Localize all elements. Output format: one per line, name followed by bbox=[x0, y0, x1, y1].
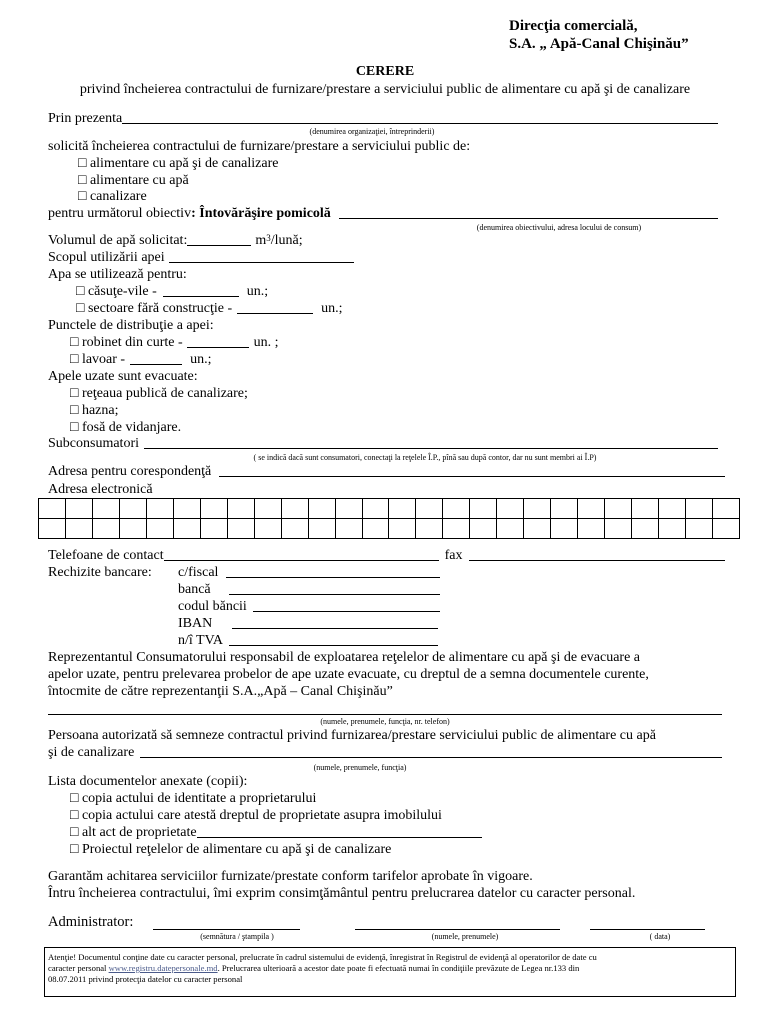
email-grid-cell bbox=[201, 519, 228, 539]
notice-line: Atenţie! Documentul conţine date cu caracter personal, prelucrate în cadrul sistemului de evidenţă, înregistrat în Registrul de evidenţă al operatorilor de date cu bbox=[48, 952, 597, 962]
bank-iban-row bbox=[178, 616, 438, 632]
mailing-address-label: Adresa pentru corespondenţă bbox=[48, 464, 212, 479]
email-grid-cell bbox=[309, 499, 336, 519]
organization-caption: (denumirea organizaţiei, întreprinderii) bbox=[309, 127, 435, 136]
request-line: solicită încheierea contractului de furnizare/prestare a serviciului public de: bbox=[48, 139, 471, 154]
email-grid-cell bbox=[470, 499, 497, 519]
bank-field-label: n/î TVA bbox=[178, 633, 223, 648]
email-grid-cell bbox=[686, 499, 713, 519]
registry-link[interactable]: www.registru.datepersonale.md bbox=[108, 963, 218, 973]
organization-row bbox=[48, 111, 718, 127]
email-grid-cell bbox=[605, 499, 632, 519]
email-grid-cell bbox=[255, 499, 282, 519]
fax-blank bbox=[469, 548, 725, 561]
date-blank bbox=[590, 929, 705, 930]
email-grid-cell bbox=[174, 519, 201, 539]
organization-blank bbox=[122, 111, 718, 124]
date-caption: ( data) bbox=[649, 932, 671, 941]
bank-field-blank bbox=[253, 599, 440, 612]
email-grid-cell bbox=[93, 519, 120, 539]
attachment-item-blank bbox=[197, 825, 482, 838]
email-grid-cell bbox=[497, 519, 524, 539]
objective-value: : Întovărăşire pomicolă bbox=[191, 206, 331, 221]
bank-details-label: Rechizite bancare: bbox=[48, 565, 152, 580]
bank-vat-row bbox=[178, 633, 438, 649]
attachment-item-network-project: □ Proiectul reţelelor de alimentare cu apă şi de canalizare bbox=[70, 842, 392, 857]
service-option-water: □ alimentare cu apă bbox=[78, 173, 189, 188]
representative-text-line: Reprezentantul Consumatorului responsabil de exploatarea reţelelor de alimentare cu apă şi de evacuare a bbox=[48, 650, 641, 665]
recipient-company: S.A. „ Apă-Canal Chişinău” bbox=[509, 36, 689, 52]
water-use-item-suffix: un.; bbox=[246, 284, 269, 299]
wastewater-option-cesspool: □ hazna; bbox=[70, 403, 119, 418]
email-grid-cell bbox=[363, 499, 390, 519]
subconsumers-blank bbox=[144, 436, 718, 449]
bank-field-label: IBAN bbox=[178, 616, 213, 631]
email-grid-cell bbox=[551, 519, 578, 539]
signature-blank bbox=[153, 929, 300, 930]
email-grid-cell bbox=[659, 519, 686, 539]
email-grid-cell bbox=[282, 519, 309, 539]
objective-caption: (denumirea obiectivului, adresa locului de consum) bbox=[476, 223, 642, 232]
signatory-text-continued: şi de canalizare bbox=[48, 745, 135, 760]
attachment-item-ownership-proof: □ copia actului care atestă dreptul de proprietate asupra imobilului bbox=[70, 808, 442, 823]
notice-line bbox=[48, 963, 732, 974]
bank-field-blank bbox=[226, 565, 440, 578]
email-grid-cell bbox=[632, 499, 659, 519]
objective-blank bbox=[339, 206, 718, 219]
email-grid-cell bbox=[389, 519, 416, 539]
water-use-item-suffix: un.; bbox=[321, 301, 343, 316]
objective-row bbox=[48, 206, 718, 222]
email-grid-cell bbox=[309, 519, 336, 539]
email-grid-cell bbox=[470, 519, 497, 539]
notice-text: caracter personal bbox=[48, 963, 109, 973]
bank-field-blank bbox=[229, 633, 438, 646]
email-grid-cell bbox=[255, 519, 282, 539]
distribution-item-suffix: un.; bbox=[190, 352, 212, 367]
bank-field-label: codul băncii bbox=[178, 599, 247, 614]
representative-caption: (numele, prenumele, funcţia, nr. telefon) bbox=[320, 717, 450, 726]
consent-statement: Întru încheierea contractului, îmi exprim consimţământul pentru prelucrarea datelor cu caracter personal. bbox=[48, 886, 636, 901]
distribution-item-suffix: un. ; bbox=[253, 335, 279, 350]
wastewater-option-public-network: □ reţeaua publică de canalizare; bbox=[70, 386, 248, 401]
email-grid-cell bbox=[228, 519, 255, 539]
mailing-address-row bbox=[48, 464, 725, 480]
water-use-item-label: □ căsuţe-vile - bbox=[76, 284, 157, 299]
email-grid-cell bbox=[120, 519, 147, 539]
wastewater-option-septic-pit: □ fosă de vidanjare. bbox=[70, 420, 182, 435]
personal-data-notice bbox=[44, 947, 736, 997]
service-option-water-sewer: □ alimentare cu apă şi de canalizare bbox=[78, 156, 279, 171]
name-blank bbox=[355, 929, 560, 930]
subconsumers-row bbox=[48, 436, 718, 452]
signatory-caption: (numele, prenumele, funcţia) bbox=[313, 763, 407, 772]
email-grid-cell bbox=[416, 519, 443, 539]
email-grid-cell bbox=[578, 519, 605, 539]
water-use-item-plots bbox=[76, 301, 343, 317]
email-grid-cell bbox=[713, 499, 740, 519]
email-grid-cell bbox=[66, 519, 93, 539]
email-grid-cell bbox=[443, 519, 470, 539]
distribution-item-label: □ lavoar - bbox=[70, 352, 126, 367]
phones-row bbox=[48, 548, 725, 564]
attachment-item-label: □ alt act de proprietate bbox=[70, 825, 197, 840]
bank-name-row bbox=[178, 582, 440, 598]
water-use-item-blank bbox=[163, 284, 239, 297]
representative-text-line: întocmite de către reprezentanţii S.A.„Apă – Canal Chişinău” bbox=[48, 684, 393, 699]
bank-field-blank bbox=[229, 582, 440, 595]
email-grid-cell bbox=[551, 499, 578, 519]
subconsumers-label: Subconsumatori bbox=[48, 436, 139, 451]
distribution-heading: Punctele de distribuţie a apei: bbox=[48, 318, 214, 333]
email-grid-cell bbox=[713, 519, 740, 539]
distribution-item-sink bbox=[70, 352, 212, 368]
distribution-item-label: □ robinet din curte - bbox=[70, 335, 183, 350]
signatory-row bbox=[48, 745, 722, 761]
attachments-heading: Lista documentelor anexate (copii): bbox=[48, 774, 248, 789]
volume-unit: m bbox=[255, 233, 267, 248]
email-label: Adresa electronică bbox=[48, 482, 153, 497]
water-use-item-label: □ sectoare fără construcţie - bbox=[76, 301, 233, 316]
email-grid-cell bbox=[443, 499, 470, 519]
email-grid-cell bbox=[336, 499, 363, 519]
notice-text: . Prelucrarea ulterioară a acestor date poate fi efectuată numai în condiţiile prevăzute de Legea nr.133 din bbox=[217, 963, 580, 973]
email-grid-cell bbox=[632, 519, 659, 539]
representative-text-line: apelor uzate, pentru prelevarea probelor de ape uzate evacuate, cu dreptul de a semna documentele curente, bbox=[48, 667, 649, 682]
recipient-department: Direcţia comercială, bbox=[509, 18, 638, 34]
email-grid-cell bbox=[39, 499, 66, 519]
signature-caption: (semnătura / ştampila ) bbox=[200, 932, 274, 941]
phones-blank bbox=[164, 548, 439, 561]
purpose-row bbox=[48, 250, 354, 266]
signatory-blank bbox=[140, 745, 722, 758]
email-grid bbox=[38, 498, 740, 539]
distribution-item-yard-tap bbox=[70, 335, 279, 351]
email-grid-cell bbox=[686, 519, 713, 539]
water-use-item-cottages bbox=[76, 284, 268, 300]
email-grid-cell bbox=[282, 499, 309, 519]
representative-blank bbox=[48, 714, 722, 715]
email-grid-cell bbox=[120, 499, 147, 519]
email-grid-cell bbox=[147, 519, 174, 539]
email-grid-cell bbox=[201, 499, 228, 519]
phones-label: Telefoane de contact bbox=[48, 548, 164, 563]
email-grid-cell bbox=[578, 499, 605, 519]
wastewater-heading: Apele uzate sunt evacuate: bbox=[48, 369, 198, 384]
attachment-item-other-deed bbox=[70, 825, 482, 841]
document-title: CERERE bbox=[355, 64, 415, 79]
email-grid-cell bbox=[389, 499, 416, 519]
email-grid-cell bbox=[93, 499, 120, 519]
purpose-label: Scopul utilizării apei bbox=[48, 250, 165, 265]
email-grid-cell bbox=[174, 499, 201, 519]
bank-code-row bbox=[178, 599, 440, 615]
mailing-address-blank bbox=[219, 464, 725, 477]
email-grid-cell bbox=[228, 499, 255, 519]
email-grid-cell bbox=[416, 499, 443, 519]
email-grid-cell bbox=[336, 519, 363, 539]
volume-blank bbox=[187, 233, 251, 246]
email-grid-cell bbox=[524, 519, 551, 539]
distribution-item-blank bbox=[130, 352, 182, 365]
document-subtitle: privind încheierea contractului de furnizare/prestare a serviciului public de alimentare cu apă şi de canalizare bbox=[79, 82, 691, 97]
administrator-label: Administrator: bbox=[48, 914, 134, 930]
signatory-text: Persoana autorizată să semneze contractul privind furnizarea/prestare serviciului public de alimentare cu apă bbox=[48, 728, 656, 743]
email-grid-cell bbox=[147, 499, 174, 519]
distribution-item-blank bbox=[187, 335, 249, 348]
bank-fiscal-code-row bbox=[178, 565, 440, 581]
subconsumers-caption: ( se indică dacă sunt consumatori, conectaţi la reţelele Î.P., pînă sau după contor, dar nu sunt membri ai Î.P) bbox=[253, 453, 597, 462]
objective-label: pentru următorul obiectiv bbox=[48, 206, 192, 221]
volume-label: Volumul de apă solicitat: bbox=[48, 233, 188, 248]
name-caption: (numele, prenumele) bbox=[431, 932, 499, 941]
bank-field-blank bbox=[232, 616, 438, 629]
guarantee-statement: Garantăm achitarea serviciilor furnizate/prestate conform tarifelor aprobate în vigoare. bbox=[48, 869, 533, 884]
email-grid-cell bbox=[66, 499, 93, 519]
email-grid-cell bbox=[363, 519, 390, 539]
volume-unit-suffix: /lună; bbox=[270, 233, 303, 248]
purpose-blank bbox=[169, 250, 354, 263]
notice-line: 08.07.2011 privind protecţia datelor cu caracter personal bbox=[48, 974, 243, 984]
email-grid-cell bbox=[605, 519, 632, 539]
email-grid-cell bbox=[497, 499, 524, 519]
email-grid-cell bbox=[524, 499, 551, 519]
organization-label: Prin prezenta bbox=[48, 111, 123, 126]
email-grid-cell bbox=[39, 519, 66, 539]
service-option-sewer: □ canalizare bbox=[78, 189, 147, 204]
fax-label: fax bbox=[444, 548, 463, 563]
volume-row bbox=[48, 233, 303, 249]
email-grid-cell bbox=[659, 499, 686, 519]
attachment-item-id-copy: □ copia actului de identitate a proprietarului bbox=[70, 791, 317, 806]
water-use-item-blank bbox=[237, 301, 313, 314]
volume-unit-exponent: 3 bbox=[266, 233, 271, 243]
bank-field-label: c/fiscal bbox=[178, 565, 219, 580]
water-use-heading: Apa se utilizează pentru: bbox=[48, 267, 187, 282]
bank-field-label: bancă bbox=[178, 582, 211, 597]
